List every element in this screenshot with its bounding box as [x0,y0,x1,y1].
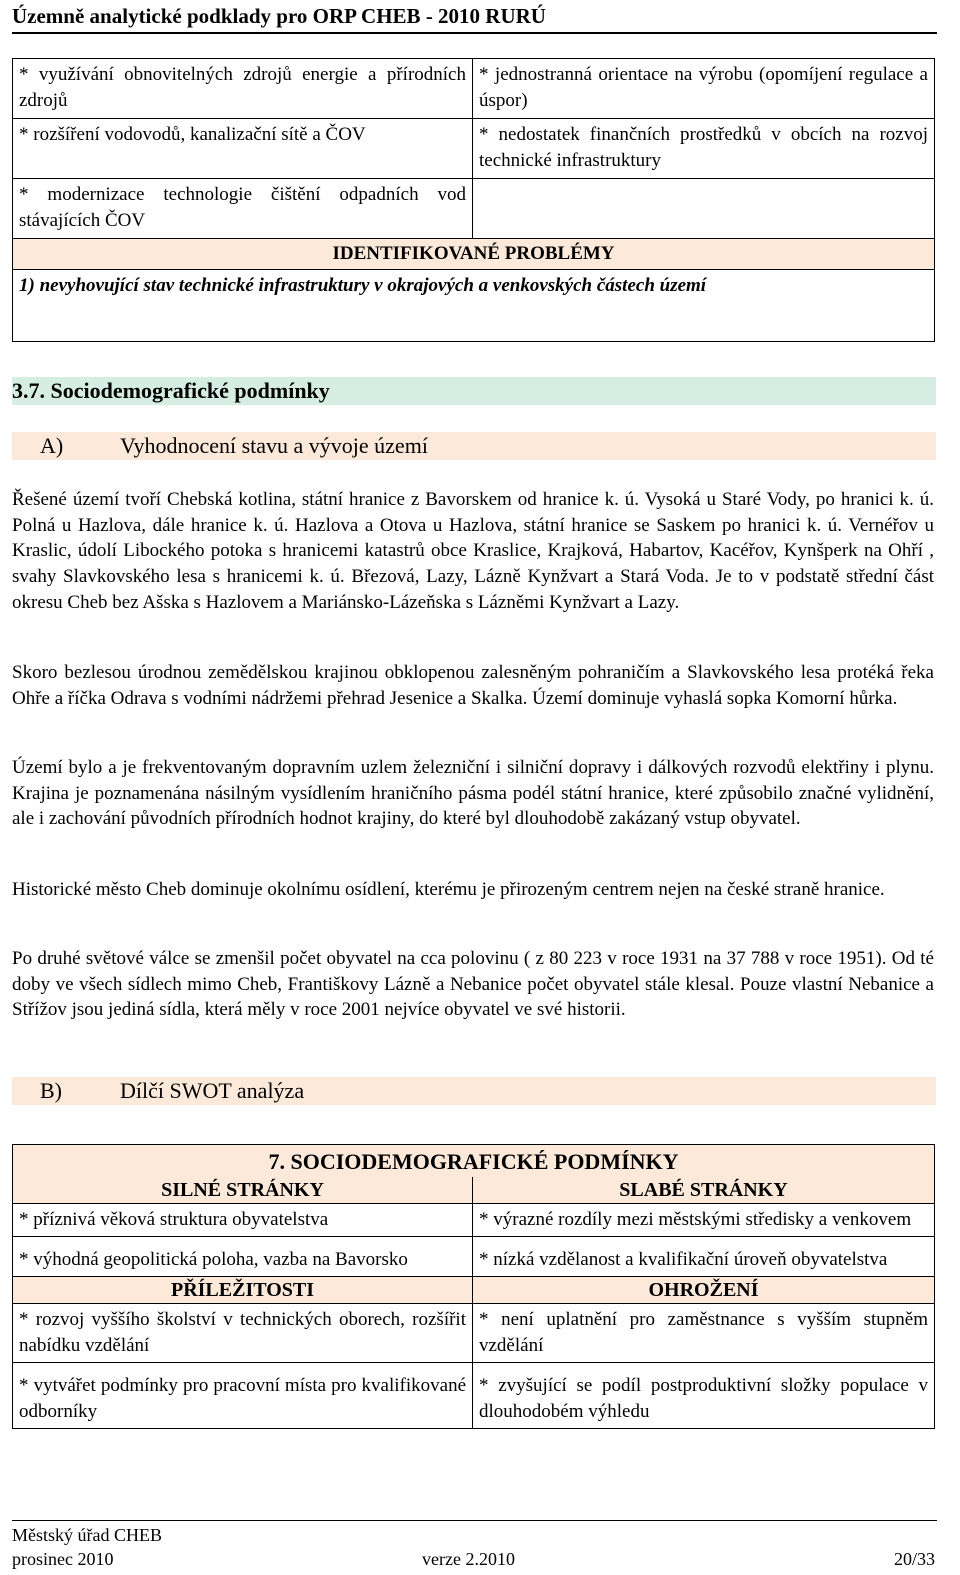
table-row [13,119,935,179]
table-row [13,1177,935,1204]
opportunity-cell: * využívání obnovitelných zdrojů energie a přírodních zdrojů [13,59,473,119]
weaknesses-label: SLABÉ STRÁNKY [473,1177,935,1204]
table-row [13,1204,935,1237]
paragraph-cheb: Historické město Cheb dominuje okolnímu osídlení, kterému je přirozeným centrem nejen na české straně hranice. [12,879,885,900]
threats-label: OHROŽENÍ [473,1277,935,1304]
threat-cell: * nedostatek finančních prostředků v obcích na rozvoj technické infrastruktury [473,119,935,179]
page-number: 20/33 [893,1549,935,1569]
threat-cell: * zvyšující se podíl postproduktivní složky populace v dlouhodobém výhledu [473,1363,935,1429]
footer-date: prosinec 2010 [12,1549,114,1569]
threat-cell: * jednostranná orientace na výrobu (opomíjení regulace a úspor) [473,59,935,119]
sociodemographic-swot-table [12,1144,935,1429]
subsection-letter: B) [40,1078,62,1103]
paragraph-transport: Území bylo a je frekventovaným dopravním uzlem železniční i silniční dopravy i dálkových rozvodů elektřiny i plynu. Krajina je poznamenána násilným vysídlením hraničního pásma podél státní hranice, které způsobilo značné vylidnění, ale i zachování původních přírodních hodnot krajiny, do které byl dlouhodobě zakázaný vstup obyvatel. [12,757,934,830]
table-row [13,239,935,270]
subsection-title: Vyhodnocení stavu a vývoje území [120,433,428,458]
swot-title: 7. SOCIODEMOGRAFICKÉ PODMÍNKY [13,1145,935,1178]
subsection-b-heading [12,1077,936,1105]
threat-cell [473,179,935,239]
paragraph-landscape: Skoro bezlesou úrodnou zemědělskou krajinou obklopenou zalesněným pohraničím a Slavkovského lesa protéká řeka Ohře a říčka Odrava s vodními nádržemi přehrad Jesenice a Skalka. Území dominuje vyhaslá sopka Komorní hůrka. [12,662,934,709]
paragraph-territory: Řešené území tvoří Chebská kotlina, státní hranice z Bavorskem od hranice k. ú. Vysoká u Staré Vody, po hranici k. ú. Polná u Hazlova, dále hranice k. ú. Hazlova a Otova u Hazlova, státní hranice se Saskem po hranici k. ú. Vernéřov u Kraslic, údolí Libockého potoka s hranicemi katastrů obce Kraslice, Krajková, Habartov, Kacéřov, Kynšperk na Ohří , svahy Slavkovského lesa s hranicemi k. ú. Březová, Lazy, Lázně Kynžvart a Stará Voda. Je to v podstatě střední část okresu Cheb bez Ašska s Hazlovem a Mariánsko-Lázeňska s Lázněmi Kynžvart a Lazy. [12,489,934,613]
table-row [13,1363,935,1429]
footer-version: verze 2.2010 [422,1549,515,1569]
section-heading: 3.7. Sociodemografické podmínky [12,377,936,405]
table-row [13,1237,935,1277]
strengths-label: SILNÉ STRÁNKY [13,1177,473,1204]
table-row [13,1145,935,1178]
subsection-title: Dílčí SWOT analýza [120,1078,305,1103]
opportunity-cell: * rozšíření vodovodů, kanalizační sítě a ČOV [13,119,473,179]
weakness-cell: * nízká vzdělanost a kvalifikační úroveň obyvatelstva [473,1237,935,1277]
strength-cell: * výhodná geopolitická poloha, vazba na Bavorsko [13,1237,473,1277]
opportunities-label: PŘÍLEŽITOSTI [13,1277,473,1304]
opportunity-cell: * rozvoj vyššího školství v technických oborech, rozšířit nabídku vzdělání [13,1304,473,1363]
subsection-letter: A) [40,433,64,458]
table-row [13,59,935,119]
table-row [13,1304,935,1363]
threat-cell: * není uplatnění pro zaměstnance s vyšším stupněm vzdělání [473,1304,935,1363]
table-row [13,1277,935,1304]
table-row [13,270,935,342]
paragraph-population: Po druhé světové válce se zmenšil počet obyvatel na cca polovinu ( z 80 223 v roce 1931 na 37 788 v roce 1951). Od té doby ve všech sídlech mimo Cheb, Františkovy Lázně a Nebanice počet obyvatel stále klesal. Pouze vlastní Nebanice a Střížov jsou jediná sídla, která měly v roce 2001 nejvíce obyvatel ve své historii. [12,948,934,1021]
page-footer [12,1520,937,1573]
footer-office: Městský úřad CHEB [12,1525,162,1545]
table-row [13,179,935,239]
document-title: Územně analytické podklady pro ORP CHEB - 2010 RURÚ [12,4,546,28]
subsection-a-heading [12,432,936,460]
opportunity-cell: * modernizace technologie čištění odpadních vod stávajících ČOV [13,179,473,239]
page-header [12,2,937,34]
weakness-cell: * výrazné rozdíly mezi městskými středisky a venkovem [473,1204,935,1237]
problem-item: 1) nevyhovující stav technické infrastruktury v okrajových a venkovských částech území [13,270,935,342]
opportunity-cell: * vytvářet podmínky pro pracovní místa pro kvalifikované odborníky [13,1363,473,1429]
problems-heading: IDENTIFIKOVANÉ PROBLÉMY [13,239,935,270]
strength-cell: * příznivá věková struktura obyvatelstva [13,1204,473,1237]
infrastructure-swot-table [12,58,935,342]
